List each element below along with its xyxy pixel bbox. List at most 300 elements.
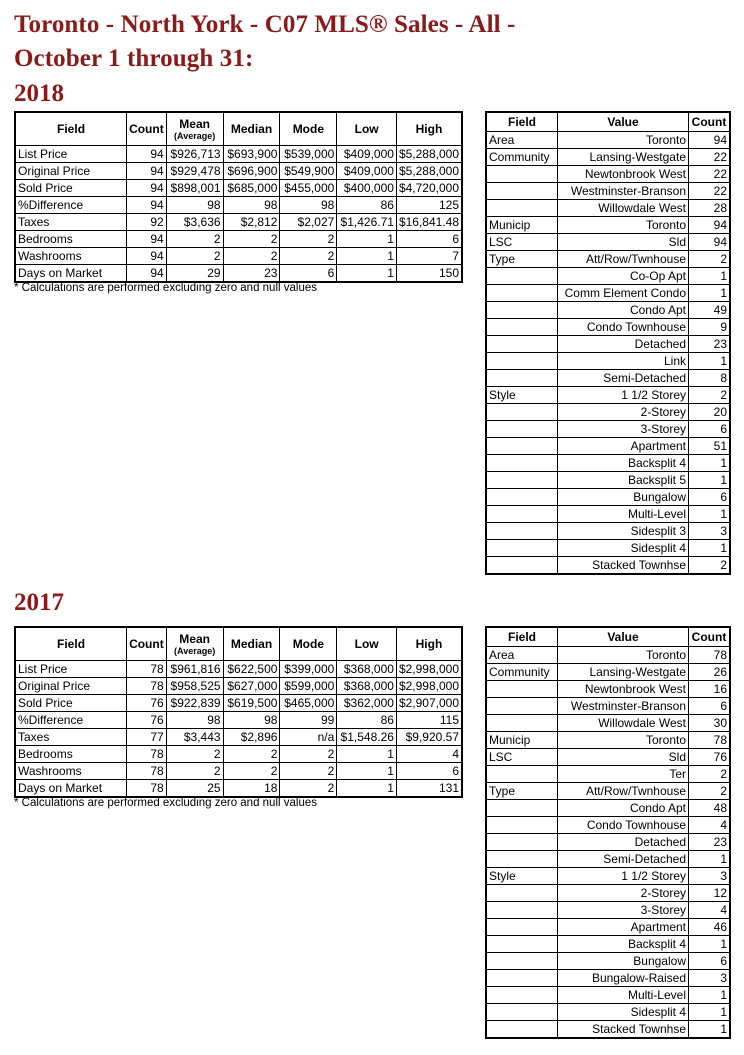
- attr-cell-field: [486, 336, 558, 353]
- attr-cell-field: [486, 353, 558, 370]
- attr-cell-value: 2-Storey: [558, 885, 689, 902]
- col-header-mean: [166, 112, 223, 146]
- stats-cell-high: $5,288,000: [396, 146, 462, 163]
- attr-cell-count: 6: [689, 698, 731, 715]
- attr-cell-count: 2: [689, 387, 731, 404]
- attr-cell-count: 51: [689, 438, 731, 455]
- attr-row: [486, 647, 730, 664]
- attr-cell-field: [486, 166, 558, 183]
- attr-row: [486, 183, 730, 200]
- stats-cell-mode: $399,000: [280, 661, 337, 678]
- attr-row: [486, 489, 730, 506]
- attr-cell-value: Bungalow: [558, 953, 689, 970]
- stats-cell-low: $409,000: [337, 146, 397, 163]
- attr-cell-value: Willowdale West: [558, 200, 689, 217]
- stats-cell-median: 98: [223, 712, 280, 729]
- stats-cell-high: $4,720,000: [396, 180, 462, 197]
- attr-row: [486, 387, 730, 404]
- stats-cell-count: 94: [127, 163, 167, 180]
- stats-cell-mode: 99: [280, 712, 337, 729]
- attr-row: [486, 421, 730, 438]
- attr-cell-count: 6: [689, 489, 731, 506]
- attr-cell-value: Condo Townhouse: [558, 319, 689, 336]
- attr-cell-count: 3: [689, 868, 731, 885]
- attr-cell-count: 46: [689, 919, 731, 936]
- attr-row: [486, 766, 730, 783]
- attr-cell-field: Type: [486, 251, 558, 268]
- attr-row: [486, 353, 730, 370]
- attr-cell-value: Sidesplit 4: [558, 1004, 689, 1021]
- attr-cell-field: LSC: [486, 749, 558, 766]
- stats-cell-high: 131: [396, 780, 462, 798]
- attr-cell-value: Link: [558, 353, 689, 370]
- attr-cell-value: Stacked Townhse: [558, 1021, 689, 1039]
- stats-cell-high: $5,288,000: [396, 163, 462, 180]
- attr-cell-value: Sld: [558, 234, 689, 251]
- col-header-mean: [166, 627, 223, 661]
- stats-cell-field: Original Price: [15, 678, 127, 695]
- stats-row: [15, 197, 462, 214]
- stats-cell-mean: $922,839: [166, 695, 223, 712]
- attr-cell-count: 28: [689, 200, 731, 217]
- stats-cell-high: $2,998,000: [396, 678, 462, 695]
- attr-row: [486, 987, 730, 1004]
- stats-cell-low: 86: [337, 197, 397, 214]
- stats-cell-low: $1,548.26: [337, 729, 397, 746]
- stats-cell-mean: 29: [166, 265, 223, 283]
- stats-row: [15, 763, 462, 780]
- attr-cell-count: 2: [689, 766, 731, 783]
- col-header-mean-sub: (Average): [174, 646, 216, 656]
- stats-cell-mode: $2,027: [280, 214, 337, 231]
- attr-cell-count: 22: [689, 149, 731, 166]
- calculation-note-2018: * Calculations are performed excluding zero and null values: [14, 282, 318, 294]
- attr-cell-count: 1: [689, 472, 731, 489]
- attr-cell-count: 12: [689, 885, 731, 902]
- stats-row: [15, 712, 462, 729]
- stats-row: [15, 163, 462, 180]
- attr-cell-value: Condo Apt: [558, 800, 689, 817]
- attr-cell-field: [486, 953, 558, 970]
- stats-cell-mean: $926,713: [166, 146, 223, 163]
- attr-cell-count: 1: [689, 1021, 731, 1039]
- stats-cell-mean: $958,525: [166, 678, 223, 695]
- stats-cell-median: $627,000: [223, 678, 280, 695]
- col-header-count: Count: [127, 112, 167, 146]
- col-header-field: Field: [15, 627, 127, 661]
- stats-cell-mode: $465,000: [280, 695, 337, 712]
- attr-cell-field: [486, 319, 558, 336]
- attr-cell-count: 9: [689, 319, 731, 336]
- stats-cell-high: 7: [396, 248, 462, 265]
- attr-header-field: Field: [486, 627, 558, 647]
- attr-cell-value: Multi-Level: [558, 506, 689, 523]
- attr-cell-count: 76: [689, 749, 731, 766]
- attr-header-field: Field: [486, 112, 558, 132]
- attr-cell-count: 26: [689, 664, 731, 681]
- attr-row: [486, 506, 730, 523]
- attr-cell-field: Community: [486, 664, 558, 681]
- stats-cell-count: 94: [127, 146, 167, 163]
- stats-cell-low: 1: [337, 265, 397, 283]
- attr-cell-field: Area: [486, 132, 558, 149]
- stats-cell-median: 2: [223, 231, 280, 248]
- stats-cell-low: $362,000: [337, 695, 397, 712]
- attr-row: [486, 336, 730, 353]
- attr-cell-value: Condo Apt: [558, 302, 689, 319]
- stats-row: [15, 729, 462, 746]
- attr-row: [486, 251, 730, 268]
- stats-cell-count: 78: [127, 746, 167, 763]
- attr-cell-value: Apartment: [558, 919, 689, 936]
- attr-cell-field: [486, 200, 558, 217]
- attr-header-value: Value: [558, 627, 689, 647]
- calculation-note-2017: * Calculations are performed excluding zero and null values: [14, 797, 318, 809]
- stats-cell-mode: $599,000: [280, 678, 337, 695]
- attr-cell-count: 1: [689, 455, 731, 472]
- stats-cell-count: 78: [127, 763, 167, 780]
- stats-cell-mode: $539,000: [280, 146, 337, 163]
- stats-body-2017: [15, 661, 462, 798]
- attr-cell-count: 48: [689, 800, 731, 817]
- page-title-line-2: October 1 through 31:: [14, 45, 254, 72]
- attr-cell-value: Bungalow-Raised: [558, 970, 689, 987]
- stats-cell-field: %Difference: [15, 712, 127, 729]
- attr-cell-value: Sidesplit 4: [558, 540, 689, 557]
- attr-cell-count: 49: [689, 302, 731, 319]
- col-header-mean-label: Mean: [179, 632, 210, 646]
- attr-row: [486, 698, 730, 715]
- attr-cell-field: [486, 523, 558, 540]
- attr-header-count: Count: [689, 627, 731, 647]
- attr-cell-value: Ter: [558, 766, 689, 783]
- attr-cell-field: [486, 936, 558, 953]
- attr-cell-field: [486, 817, 558, 834]
- attr-cell-count: 1: [689, 1004, 731, 1021]
- attr-cell-field: [486, 506, 558, 523]
- stats-cell-median: $693,900: [223, 146, 280, 163]
- attr-row: [486, 970, 730, 987]
- attr-cell-count: 16: [689, 681, 731, 698]
- stats-cell-field: Bedrooms: [15, 231, 127, 248]
- attr-cell-value: Semi-Detached: [558, 370, 689, 387]
- attr-row: [486, 234, 730, 251]
- attr-row: [486, 285, 730, 302]
- attr-cell-value: Newtonbrook West: [558, 166, 689, 183]
- attr-cell-value: Toronto: [558, 732, 689, 749]
- stats-row: [15, 265, 462, 283]
- attr-row: [486, 557, 730, 575]
- attr-cell-value: Willowdale West: [558, 715, 689, 732]
- stats-cell-count: 94: [127, 180, 167, 197]
- stats-cell-high: $16,841.48: [396, 214, 462, 231]
- attr-header-value: Value: [558, 112, 689, 132]
- attr-cell-field: [486, 987, 558, 1004]
- attr-cell-field: [486, 970, 558, 987]
- attr-row: [486, 268, 730, 285]
- stats-row: [15, 231, 462, 248]
- attr-cell-value: Comm Element Condo: [558, 285, 689, 302]
- col-header-mean-sub: (Average): [174, 131, 216, 141]
- stats-cell-count: 78: [127, 678, 167, 695]
- stats-cell-median: 23: [223, 265, 280, 283]
- stats-cell-field: Days on Market: [15, 780, 127, 798]
- attr-cell-field: [486, 438, 558, 455]
- stats-cell-mean: 98: [166, 712, 223, 729]
- col-header-mode: Mode: [280, 112, 337, 146]
- attr-row: [486, 732, 730, 749]
- stats-cell-low: $400,000: [337, 180, 397, 197]
- col-header-field: Field: [15, 112, 127, 146]
- stats-cell-low: 86: [337, 712, 397, 729]
- stats-cell-mean: $898,001: [166, 180, 223, 197]
- attr-cell-value: Stacked Townhse: [558, 557, 689, 575]
- stats-cell-field: Sold Price: [15, 695, 127, 712]
- attr-row: [486, 800, 730, 817]
- stats-cell-high: 4: [396, 746, 462, 763]
- stats-cell-mean: $929,478: [166, 163, 223, 180]
- attr-row: [486, 868, 730, 885]
- attr-cell-value: Sidesplit 3: [558, 523, 689, 540]
- attr-cell-field: [486, 421, 558, 438]
- col-header-median: Median: [223, 112, 280, 146]
- stats-cell-mean: 25: [166, 780, 223, 798]
- attr-row: [486, 919, 730, 936]
- attr-cell-field: [486, 681, 558, 698]
- attr-cell-value: 1 1/2 Storey: [558, 868, 689, 885]
- stats-row: [15, 248, 462, 265]
- attr-cell-count: 20: [689, 404, 731, 421]
- stats-cell-mode: 2: [280, 780, 337, 798]
- attr-row: [486, 1021, 730, 1039]
- attr-cell-field: [486, 455, 558, 472]
- stats-cell-count: 78: [127, 780, 167, 798]
- attr-row: [486, 370, 730, 387]
- attr-cell-count: 2: [689, 251, 731, 268]
- page-title-line-1: Toronto - North York - C07 MLS® Sales - All -: [14, 11, 516, 38]
- stats-cell-count: 94: [127, 197, 167, 214]
- attr-cell-field: Community: [486, 149, 558, 166]
- attr-cell-value: Backsplit 4: [558, 936, 689, 953]
- attr-row: [486, 540, 730, 557]
- col-header-median: Median: [223, 627, 280, 661]
- stats-row: [15, 695, 462, 712]
- stats-cell-count: 77: [127, 729, 167, 746]
- attr-cell-count: 6: [689, 953, 731, 970]
- attr-cell-count: 1: [689, 353, 731, 370]
- year-heading-2018: 2018: [14, 80, 64, 107]
- stats-cell-median: $685,000: [223, 180, 280, 197]
- attr-cell-value: Att/Row/Twnhouse: [558, 783, 689, 800]
- attr-row: [486, 664, 730, 681]
- stats-cell-field: List Price: [15, 661, 127, 678]
- attr-cell-value: Toronto: [558, 217, 689, 234]
- attr-cell-field: Type: [486, 783, 558, 800]
- stats-cell-high: 6: [396, 231, 462, 248]
- stats-cell-mode: 6: [280, 265, 337, 283]
- stats-cell-field: Original Price: [15, 163, 127, 180]
- stats-row: [15, 180, 462, 197]
- stats-row: [15, 146, 462, 163]
- stats-cell-field: Taxes: [15, 729, 127, 746]
- stats-cell-mean: $961,816: [166, 661, 223, 678]
- attr-cell-field: [486, 800, 558, 817]
- attr-row: [486, 438, 730, 455]
- attr-row: [486, 404, 730, 421]
- col-header-count: Count: [127, 627, 167, 661]
- stats-cell-field: Washrooms: [15, 763, 127, 780]
- attr-cell-count: 1: [689, 936, 731, 953]
- stats-row: [15, 780, 462, 798]
- attr-row: [486, 953, 730, 970]
- col-header-high: High: [396, 112, 462, 146]
- stats-cell-median: 2: [223, 763, 280, 780]
- attr-cell-value: Backsplit 4: [558, 455, 689, 472]
- attr-cell-count: 23: [689, 336, 731, 353]
- attr-cell-count: 78: [689, 647, 731, 664]
- attr-cell-count: 94: [689, 217, 731, 234]
- stats-row: [15, 746, 462, 763]
- attr-cell-field: [486, 1004, 558, 1021]
- attribute-table-2017: [485, 626, 731, 1039]
- stats-cell-mean: 2: [166, 231, 223, 248]
- stats-cell-mean: 2: [166, 763, 223, 780]
- stats-cell-high: 125: [396, 197, 462, 214]
- attr-cell-count: 23: [689, 834, 731, 851]
- attr-cell-field: [486, 885, 558, 902]
- attr-cell-count: 78: [689, 732, 731, 749]
- attr-cell-value: Westminster-Branson: [558, 698, 689, 715]
- attr-row: [486, 132, 730, 149]
- attr-row: [486, 749, 730, 766]
- attr-cell-field: [486, 698, 558, 715]
- attr-cell-value: Bungalow: [558, 489, 689, 506]
- stats-cell-mode: 2: [280, 763, 337, 780]
- stats-cell-median: 98: [223, 197, 280, 214]
- attr-cell-field: Municip: [486, 732, 558, 749]
- attr-cell-count: 4: [689, 902, 731, 919]
- stats-cell-mode: $455,000: [280, 180, 337, 197]
- attr-body-2017: [486, 647, 730, 1039]
- attr-row: [486, 902, 730, 919]
- stats-cell-low: 1: [337, 746, 397, 763]
- stats-cell-low: 1: [337, 763, 397, 780]
- attr-cell-value: Detached: [558, 336, 689, 353]
- attr-row: [486, 885, 730, 902]
- stats-cell-median: 18: [223, 780, 280, 798]
- attr-cell-field: [486, 285, 558, 302]
- attr-cell-count: 1: [689, 506, 731, 523]
- attr-cell-value: 3-Storey: [558, 902, 689, 919]
- attr-cell-field: [486, 472, 558, 489]
- attr-cell-field: [486, 302, 558, 319]
- stats-cell-low: 1: [337, 248, 397, 265]
- stats-cell-mode: $549,900: [280, 163, 337, 180]
- stats-cell-count: 76: [127, 712, 167, 729]
- attr-cell-value: Lansing-Westgate: [558, 664, 689, 681]
- attr-cell-count: 2: [689, 783, 731, 800]
- col-header-high: High: [396, 627, 462, 661]
- attr-cell-field: [486, 851, 558, 868]
- attr-row: [486, 200, 730, 217]
- stats-cell-high: $2,998,000: [396, 661, 462, 678]
- stats-cell-field: %Difference: [15, 197, 127, 214]
- stats-cell-mean: 98: [166, 197, 223, 214]
- attr-cell-field: [486, 540, 558, 557]
- stats-cell-mode: 2: [280, 746, 337, 763]
- stats-cell-median: $2,896: [223, 729, 280, 746]
- stats-cell-mode: 98: [280, 197, 337, 214]
- stats-cell-field: Sold Price: [15, 180, 127, 197]
- attr-cell-field: [486, 268, 558, 285]
- attr-cell-value: Condo Townhouse: [558, 817, 689, 834]
- attr-cell-count: 30: [689, 715, 731, 732]
- stats-cell-count: 94: [127, 265, 167, 283]
- attr-cell-field: [486, 557, 558, 575]
- attr-cell-count: 1: [689, 987, 731, 1004]
- stats-cell-high: 150: [396, 265, 462, 283]
- stats-row: [15, 661, 462, 678]
- attr-row: [486, 302, 730, 319]
- attr-row: [486, 319, 730, 336]
- stats-cell-count: 94: [127, 231, 167, 248]
- attr-cell-field: [486, 766, 558, 783]
- attr-row: [486, 523, 730, 540]
- attr-cell-count: 2: [689, 557, 731, 575]
- attr-cell-value: Co-Op Apt: [558, 268, 689, 285]
- attr-cell-count: 1: [689, 540, 731, 557]
- attr-cell-field: [486, 370, 558, 387]
- attr-row: [486, 817, 730, 834]
- attr-row: [486, 455, 730, 472]
- attr-cell-field: LSC: [486, 234, 558, 251]
- attr-cell-value: 3-Storey: [558, 421, 689, 438]
- attr-row: [486, 1004, 730, 1021]
- attr-cell-count: 94: [689, 132, 731, 149]
- attr-cell-value: Lansing-Westgate: [558, 149, 689, 166]
- stats-row: [15, 678, 462, 695]
- stats-cell-field: Days on Market: [15, 265, 127, 283]
- attr-header-count: Count: [689, 112, 731, 132]
- attr-cell-value: 1 1/2 Storey: [558, 387, 689, 404]
- attr-cell-count: 6: [689, 421, 731, 438]
- attr-cell-value: Detached: [558, 834, 689, 851]
- col-header-mode: Mode: [280, 627, 337, 661]
- attr-cell-field: [486, 715, 558, 732]
- stats-cell-count: 92: [127, 214, 167, 231]
- attr-cell-value: Semi-Detached: [558, 851, 689, 868]
- stats-cell-median: $619,500: [223, 695, 280, 712]
- attr-row: [486, 851, 730, 868]
- year-heading-2017: 2017: [14, 589, 64, 616]
- attr-row: [486, 783, 730, 800]
- attr-cell-value: Sld: [558, 749, 689, 766]
- stats-cell-field: List Price: [15, 146, 127, 163]
- attr-cell-field: [486, 834, 558, 851]
- stats-table-2018: [14, 111, 463, 283]
- stats-cell-count: 76: [127, 695, 167, 712]
- attr-row: [486, 681, 730, 698]
- stats-cell-median: 2: [223, 248, 280, 265]
- attr-cell-value: Backsplit 5: [558, 472, 689, 489]
- stats-cell-high: $2,907,000: [396, 695, 462, 712]
- attr-cell-field: Municip: [486, 217, 558, 234]
- attr-cell-field: [486, 1021, 558, 1039]
- stats-table-2017: [14, 626, 463, 798]
- attr-cell-count: 3: [689, 970, 731, 987]
- stats-cell-mode: 2: [280, 231, 337, 248]
- attr-row: [486, 834, 730, 851]
